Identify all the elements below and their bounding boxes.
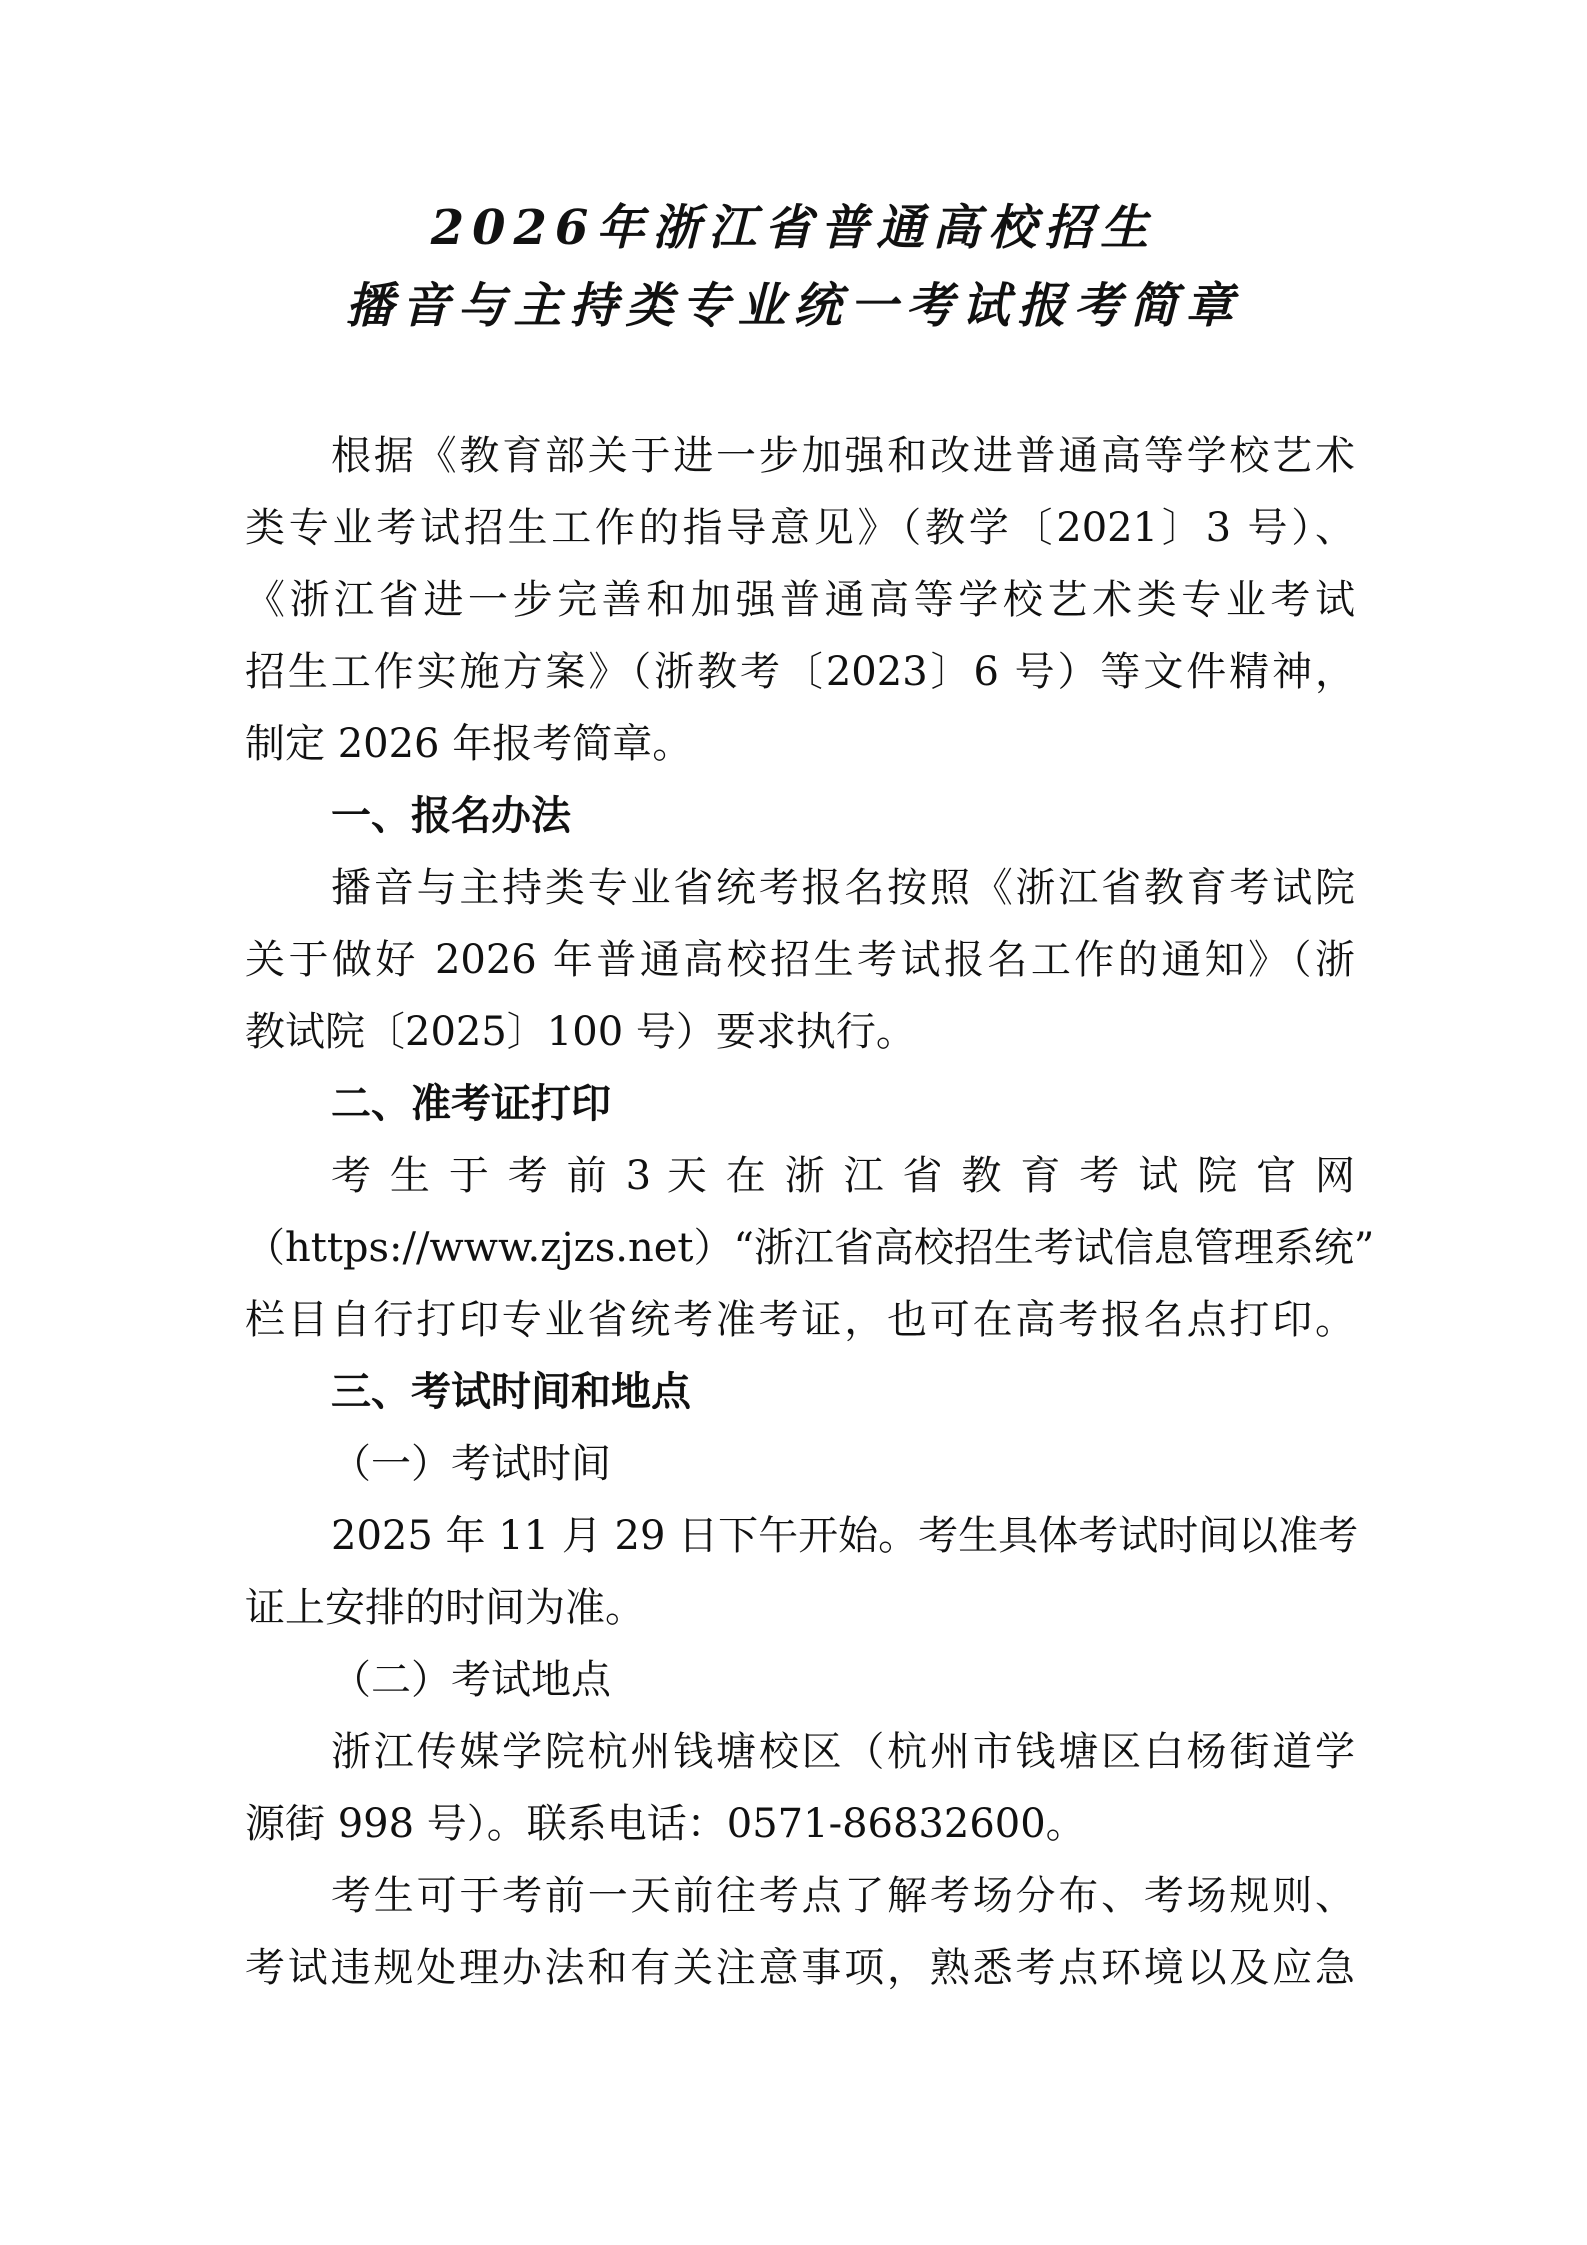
document-title-line-1: 2026年浙江省普通高校招生 [430, 200, 1157, 256]
section-3-sub-1-line-1: 2025 年 11 月 29 日下午开始。考生具体考试时间以准考 [331, 1513, 1359, 1559]
intro-line-5: 制定 2026 年报考简章。 [245, 721, 693, 767]
section-1-line-2: 关于做好 2026 年普通高校招生考试报名工作的通知》（浙 [245, 937, 1355, 983]
section-2-line-2: （https://www.zjzs.net）“浙江省高校招生考试信息管理系统” [245, 1225, 1375, 1271]
section-3-sub-1-line-2: 证上安排的时间为准。 [245, 1585, 645, 1631]
section-1-line-1: 播音与主持类专业省统考报名按照《浙江省教育考试院 [331, 865, 1355, 911]
section-3-notice-line-2: 考试违规处理办法和有关注意事项，熟悉考点环境以及应急 [245, 1945, 1355, 1991]
section-2-line-1: 考 生 于 考 前 3 天 在 浙 江 省 教 育 考 试 院 官 网 [331, 1153, 1355, 1199]
section-3-sub-2-line-1: 浙江传媒学院杭州钱塘校区（杭州市钱塘区白杨街道学 [331, 1729, 1355, 1775]
intro-line-4: 招生工作实施方案》（浙教考〔2023〕6 号）等文件精神， [245, 649, 1355, 695]
document-title-line-2: 播音与主持类专业统一考试报考简章 [345, 278, 1242, 334]
intro-line-1: 根据《教育部关于进一步加强和改进普通高等学校艺术 [331, 433, 1355, 479]
intro-line-3: 《浙江省进一步完善和加强普通高等学校艺术类专业考试 [245, 577, 1355, 623]
section-3-sub-2-heading: （二）考试地点 [331, 1657, 611, 1703]
section-2-line-3: 栏目自行打印专业省统考准考证，也可在高考报名点打印。 [245, 1297, 1355, 1343]
section-2-heading: 二、准考证打印 [331, 1081, 611, 1127]
section-3-sub-2-line-2: 源街 998 号）。联系电话：0571-86832600。 [245, 1801, 1086, 1847]
section-1-line-3: 教试院〔2025〕100 号）要求执行。 [245, 1009, 916, 1055]
section-3-notice-line-1: 考生可于考前一天前往考点了解考场分布、考场规则、 [331, 1873, 1355, 1919]
section-1-heading: 一、报名办法 [331, 793, 571, 839]
section-3-sub-1-heading: （一）考试时间 [331, 1441, 611, 1487]
section-3-heading: 三、考试时间和地点 [331, 1369, 691, 1415]
intro-line-2: 类专业考试招生工作的指导意见》（教学〔2021〕3 号）、 [245, 505, 1355, 551]
